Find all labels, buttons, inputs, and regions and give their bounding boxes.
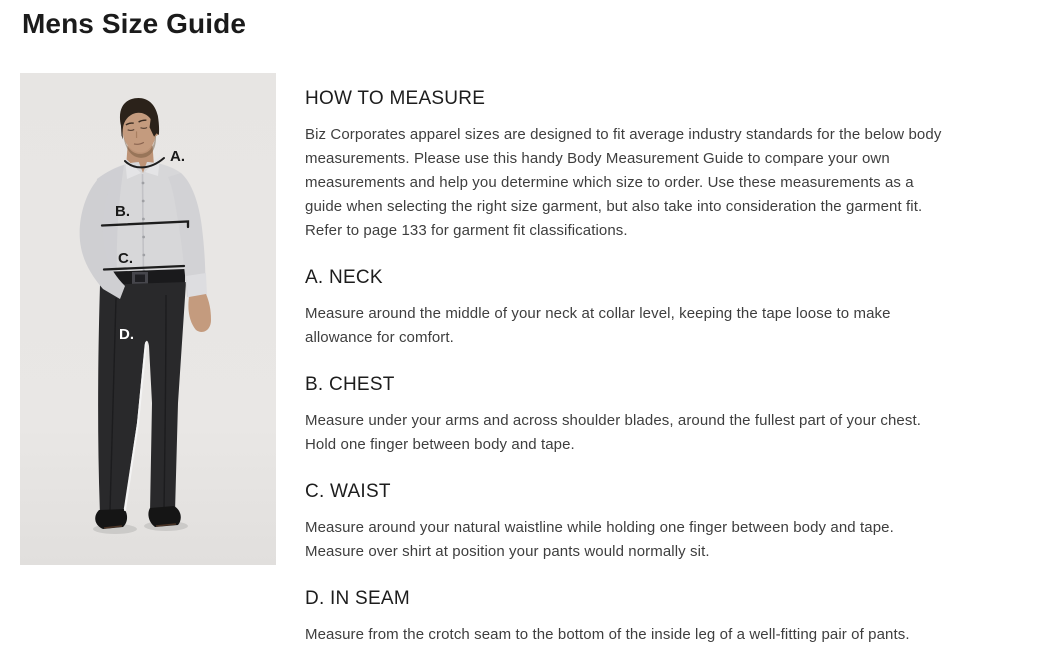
section-inseam [305,587,953,647]
section-waist [305,480,953,564]
section-waist-body: Measure around your natural waistline while holding one finger between body and tape. Measure over shirt at position your pants would normally sit. [305,519,894,560]
left-shoe [95,509,127,529]
neck-marker-label: A. [170,148,185,165]
section-inseam-heading: D. IN SEAM [305,588,410,609]
section-neck-heading: A. NECK [305,267,383,288]
inseam-marker-label: D. [119,326,134,343]
how-to-measure-content [305,87,953,647]
man-measurement-figure [20,73,276,565]
shirt-cuff [186,273,207,298]
section-chest-body: Measure under your arms and across shoulder blades, around the fullest part of your chest. Hold one finger between body and tape. [305,412,921,453]
how-to-measure-heading: HOW TO MEASURE [305,88,486,109]
shirt-placket [143,174,144,280]
page-title: Mens Size Guide [22,8,246,39]
measurement-photo [20,73,276,565]
section-neck-body: Measure around the middle of your neck at collar level, keeping the tape loose to make allowance for comfort. [305,305,891,346]
section-neck [305,266,953,350]
waist-marker-label: C. [118,250,133,267]
chest-marker-label: B. [115,203,130,220]
how-to-measure-intro: Biz Corporates apparel sizes are designed to fit average industry standards for the below body measurements. Please use this handy Body Measurement Guide to compare your own measurements and help you determine which size to order. Use these measurements as a guide when selecting the right size garment, but also take into consideration the garment fit. Refer to page 133 for garment fit classifications. [305,126,942,239]
section-waist-heading: C. WAIST [305,481,391,502]
section-chest-heading: B. CHEST [305,374,395,395]
section-chest [305,373,953,457]
section-inseam-body: Measure from the crotch seam to the bottom of the inside leg of a well-fitting pair of pants. [305,626,910,643]
